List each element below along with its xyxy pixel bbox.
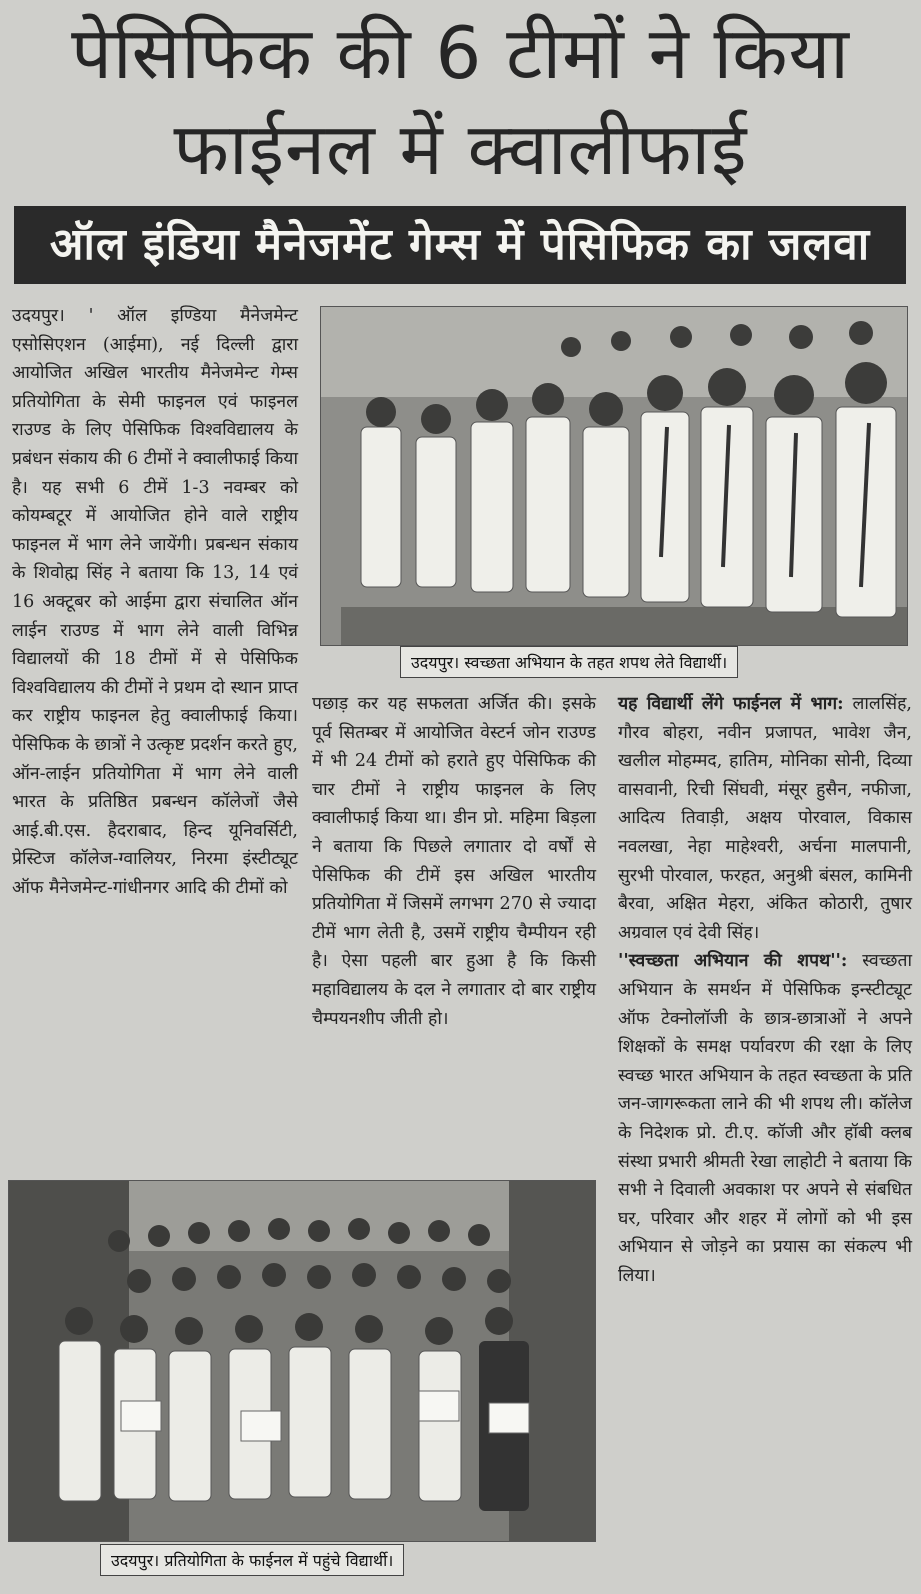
article-column-2-text: पछाड़ कर यह सफलता अर्जित की। इसके पूर्व सितम्बर में आयोजित वेस्टर्न जोन राउण्ड में भी 24 टीमों को हराते हुए पेसिफिक की चार टीमों ने राष्ट्रीय फाइनल के लिए क्वालीफाई किया था। डीन प्रो. महिमा बिड़ला ने बताया कि पिछले लगातार दो वर्षों से पेसिफिक की टीमें इस अखिल भारतीय प्रतियोगिता में जिसमें लगभग 270 से ज्यादा टीमें भाग लेती है, उसमें राष्ट्रीय चैम्पीयन रही है। ऐसा पहली बार हुआ है कि किसी महाविद्यालय के दल ने लगातार दो बार राष्ट्रीय चैम्पयनशीप जीती हो। bbox=[312, 694, 596, 1029]
article-column-3-oath bbox=[618, 947, 912, 1290]
finalists-names: लालसिंह, गौरव बोहरा, नवीन प्रजापत, भावेश जैन, खलील मोहम्मद, हातिम, मोनिका सोनी, दिव्या वासवानी, रिची सिंघवी, मंसूर हुसैन, नफीजा, आदित्य तिवाड़ी, अक्षय पोरवाल, विकास नवलखा, नेहा माहेश्वरी, अर्चना मालपानी, सुरभी पोरवाल, फरहत, अनुश्री बंसल, कामिनी बैरवा, अक्षित मेहरा, अंकित कोठारी, तुषार अग्रवाल एवं देवी सिंह। bbox=[618, 694, 912, 943]
photo-finalists-caption: उदयपुर। प्रतियोगिता के फाईनल में पहुंचे विद्यार्थी। bbox=[100, 1544, 404, 1576]
article-column-1-text: उदयपुर। ' ऑल इण्डिया मैनेजमेन्ट एसोसिएशन (आईमा), नई दिल्ली द्वारा आयोजित अखिल भारतीय मैनेजमेन्ट गेम्स प्रतियोगिता के सेमी फाइनल एवं फाइनल राउण्ड के लिए पेसिफिक विश्वविद्यालय के प्रबंधन संकाय की 6 टीमों ने क्वालीफाई किया है। यह सभी 6 टीमें 1-3 नवम्बर को कोयम्बटूर में आयोजित होने वाले राष्ट्रीय फाइनल में भाग लेने जायेंगी। प्रबन्धन संकाय के शिवोह्म सिंह ने बताया कि 13, 14 एवं 16 अक्टूबर को आईमा द्वारा संचालित ऑन लाईन राउण्ड में भाग लेने वाली विभिन्न विद्यालयों की 18 टीमों में से पेसिफिक विश्वविद्यालय की टीमों ने प्रथम दो स्थान प्राप्त कर राष्ट्रीय फाइनल हेतु क्वालीफाई किया। पेसिफिक के छात्रों ने उत्कृष्ट प्रदर्शन करते हुए, ऑन-लाईन प्रतियोगिता में भाग लेने वाली भारत के प्रतिष्ठित प्रबन्धन कॉलेजों जैसे आई.बी.एस. हैदराबाद, हिन्द यूनिवर्सिटी, प्रेस्टिज कॉलेज-ग्वालियर, निरमा इंस्टीट्यूट ऑफ मैनेजमेन्ट-गांधीनगर आदि की टीमों को bbox=[12, 306, 298, 898]
headline-line-2: फाईनल में क्वालीफाई bbox=[173, 107, 748, 191]
photo-oath-caption: उदयपुर। स्वच्छता अभियान के तहत शपथ लेते विद्यार्थी। bbox=[400, 646, 738, 678]
article-column-3-names bbox=[618, 690, 912, 947]
photo-finalists bbox=[8, 1180, 596, 1542]
oath-subheading: ''स्वच्छता अभियान की शपथ'': bbox=[618, 951, 848, 972]
photo-oath-illustration bbox=[321, 307, 907, 645]
subheadline-banner: ऑल इंडिया मैनेजमेंट गेम्स में पेसिफिक का जलवा bbox=[14, 206, 906, 284]
headline-line-1: पेसिफिक की 6 टीमों ने किया bbox=[71, 11, 850, 95]
headline bbox=[0, 0, 921, 200]
photo-oath-students bbox=[320, 306, 908, 646]
photo-finalists-illustration bbox=[9, 1181, 595, 1541]
article-column-1 bbox=[12, 302, 298, 1182]
finalists-heading: यह विद्यार्थी लेंगे फाईनल में भाग: bbox=[618, 694, 844, 714]
article-column-2 bbox=[312, 690, 596, 1180]
article-column-3 bbox=[618, 690, 912, 1586]
oath-body: स्वच्छता अभियान के समर्थन में पेसिफिक इन्स्टीट्यूट ऑफ टेक्नोलॉजी के छात्र-छात्राओं ने अपने शिक्षकों के समक्ष पर्यावरण की रक्षा के लिए स्वच्छ भारत अभियान के तहत स्वच्छता के प्रति जन-जागरूकता लाने की भी शपथ ली। कॉलेज के निदेशक प्रो. टी.ए. कॉजी और हॉबी क्लब संस्था प्रभारी श्रीमती रेखा लाहोटी ने बताया कि सभी ने दिवाली अवकाश पर अपने से संबधित घर, परिवार और शहर में लोगों को भी इस अभियान से जोड़ने का प्रयास का संकल्प भी लिया। bbox=[618, 951, 912, 1286]
